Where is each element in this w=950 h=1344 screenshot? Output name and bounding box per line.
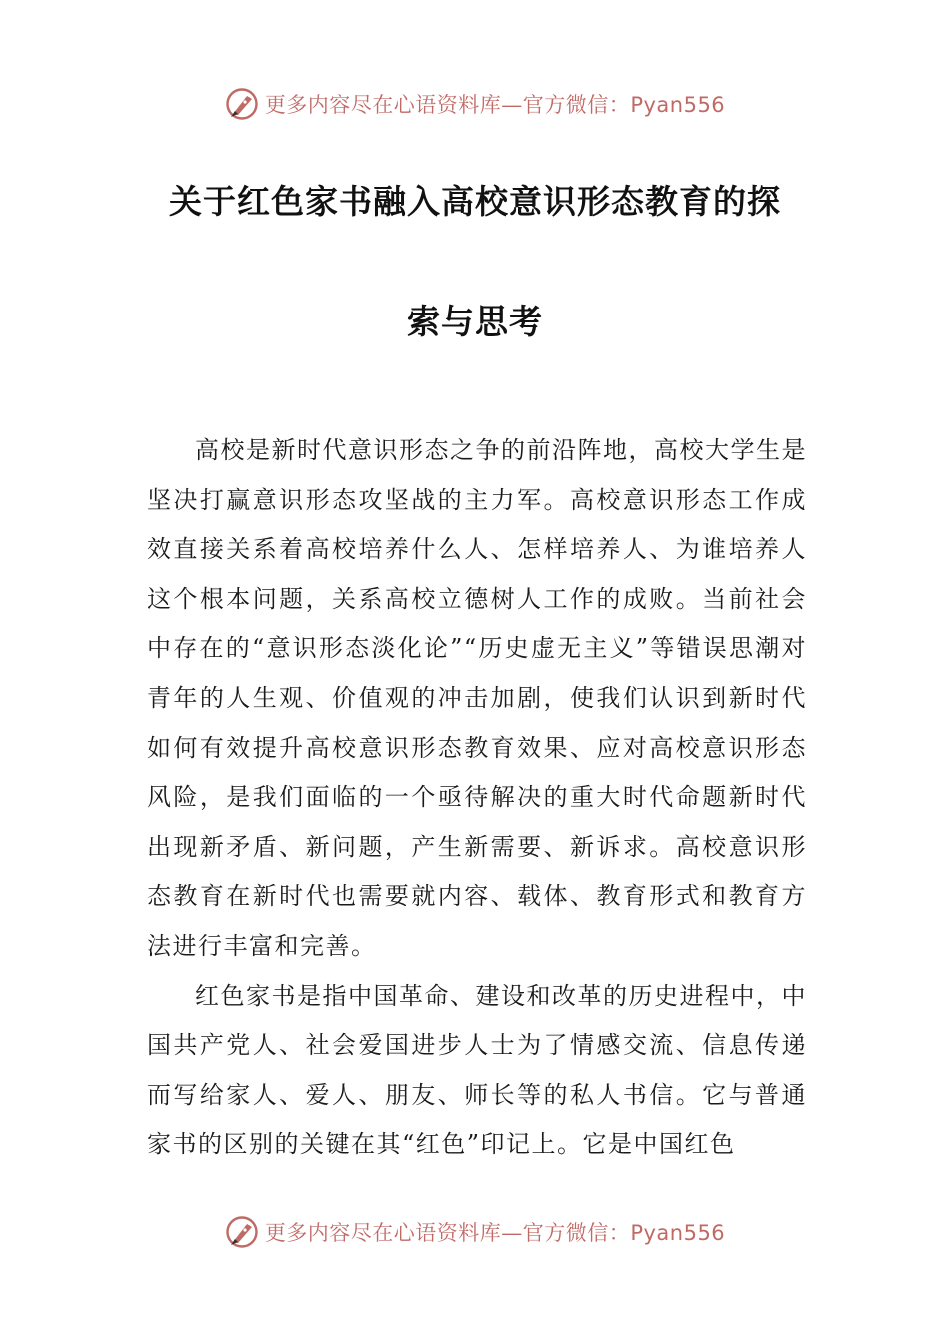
article-body <box>147 426 807 1170</box>
watermark-text: 更多内容尽在心语资料库—官方微信：Pyan556 <box>264 93 726 117</box>
watermark-banner-top <box>0 84 950 124</box>
page-title-line-1: 关于红色家书融入高校意识形态教育的探 <box>169 182 781 221</box>
pen-nib-logo-icon <box>225 1215 259 1249</box>
wechat-id: Pyan556 <box>630 1221 726 1245</box>
page-title-line-2: 索与思考 <box>407 302 543 341</box>
watermark-text: 更多内容尽在心语资料库—官方微信：Pyan556 <box>264 1221 726 1245</box>
watermark-banner-bottom <box>0 1212 950 1252</box>
wechat-id: Pyan556 <box>630 93 726 117</box>
paragraph-2: 红色家书是指中国革命、建设和改革的历史进程中，中国共产党人、社会爱国进步人士为了情感交流、信息传递而写给家人、爱人、朋友、师长等的私人书信。它与普通家书的区别的关键在其“红色”印记上。它是中国红色 <box>147 981 807 1159</box>
paragraph-1: 高校是新时代意识形态之争的前沿阵地，高校大学生是坚决打赢意识形态攻坚战的主力军。高校意识形态工作成效直接关系着高校培养什么人、怎样培养人、为谁培养人这个根本问题，关系高校立德树人工作的成败。当前社会中存在的“意识形态淡化论”“历史虚无主义”等错误思潮对青年的人生观、价值观的冲击加剧，使我们认识到新时代如何有效提升高校意识形态教育效果、应对高校意识形态风险，是我们面临的一个亟待解决的重大时代命题新时代出现新矛盾、新问题，产生新需要、新诉求。高校意识形态教育在新时代也需要就内容、载体、教育形式和教育方法进行丰富和完善。 <box>147 436 807 960</box>
pen-nib-logo-icon <box>225 87 259 121</box>
